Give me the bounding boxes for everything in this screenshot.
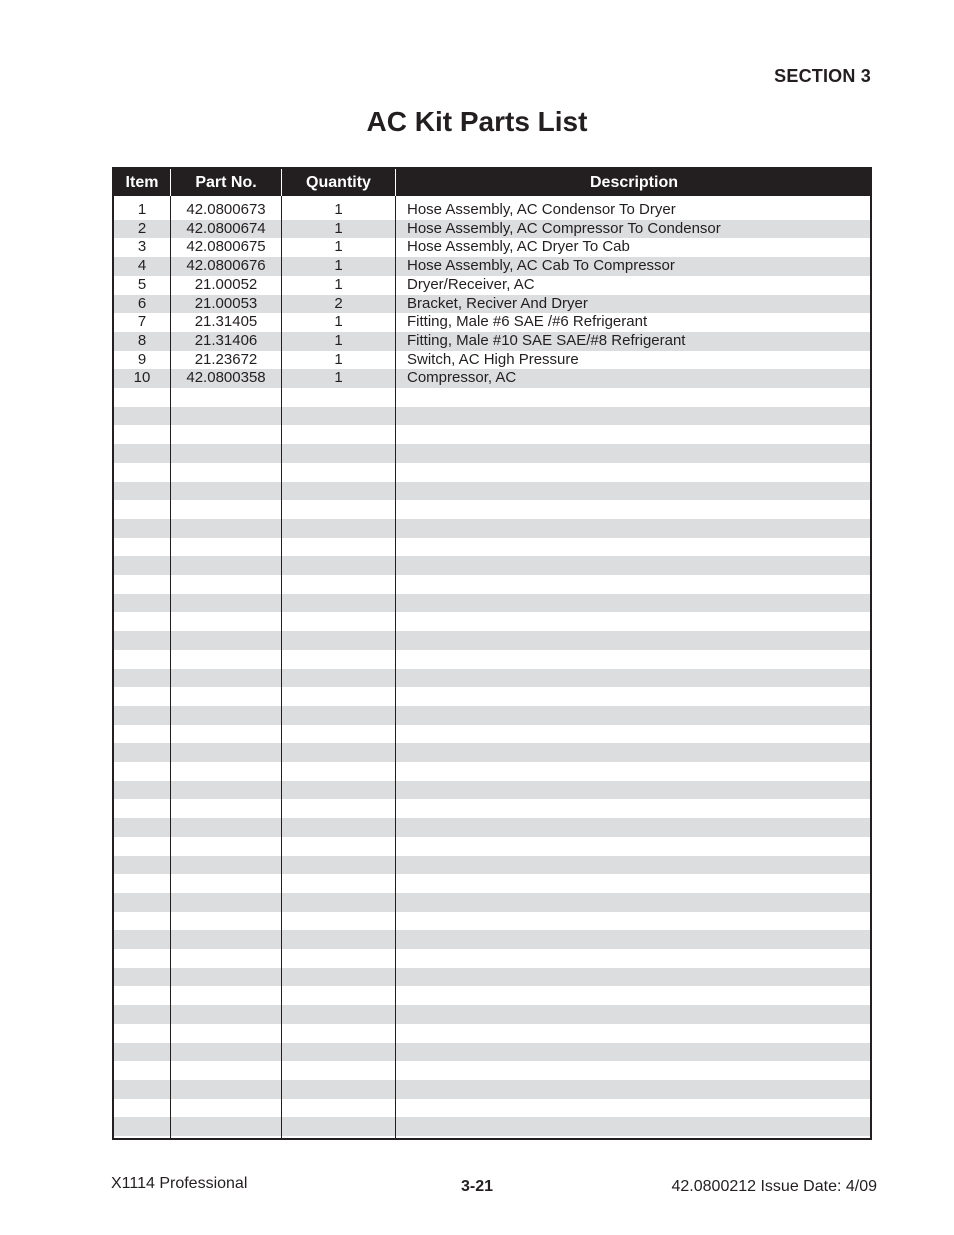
blank-row xyxy=(114,407,870,426)
cell-part-no: 21.31406 xyxy=(194,331,258,349)
cell-quantity: 1 xyxy=(334,219,343,237)
cell-description: Fitting, Male #6 SAE /#6 Refrigerant xyxy=(407,313,648,331)
blank-row xyxy=(114,425,870,444)
header-divider xyxy=(395,169,396,196)
blank-row xyxy=(114,556,870,575)
page-title: AC Kit Parts List xyxy=(366,106,588,137)
blank-row xyxy=(114,575,870,594)
table-row xyxy=(114,313,870,332)
blank-row xyxy=(114,1043,870,1062)
blank-row xyxy=(114,818,870,837)
cell-quantity: 1 xyxy=(334,313,343,331)
cell-description: Fitting, Male #10 SAE SAE/#8 Refrigerant xyxy=(407,331,686,349)
table-row xyxy=(114,276,870,295)
column-header-item: Item xyxy=(125,174,159,191)
cell-quantity: 2 xyxy=(334,294,343,312)
blank-row xyxy=(114,650,870,669)
column-header-description: Description xyxy=(589,174,678,191)
table-row xyxy=(114,351,870,370)
blank-row xyxy=(114,388,870,407)
cell-part-no: 21.31405 xyxy=(194,313,258,331)
table-row xyxy=(114,257,870,276)
cell-description: Hose Assembly, AC Compressor To Condensor xyxy=(407,219,721,237)
table-header xyxy=(114,169,870,196)
blank-row xyxy=(114,463,870,482)
cell-quantity: 1 xyxy=(334,201,343,218)
cell-item: 1 xyxy=(137,201,147,218)
blank-row xyxy=(114,912,870,931)
cell-quantity: 1 xyxy=(334,257,343,275)
blank-row xyxy=(114,949,870,968)
blank-row xyxy=(114,669,870,688)
cell-part-no: 21.00053 xyxy=(194,294,258,312)
cell-part-no: 21.23672 xyxy=(194,350,258,368)
blank-row xyxy=(114,930,870,949)
table-row xyxy=(114,238,870,257)
column-divider xyxy=(395,196,396,1138)
blank-row xyxy=(114,538,870,557)
header-divider xyxy=(281,169,282,196)
cell-description: Hose Assembly, AC Cab To Compressor xyxy=(407,257,675,275)
blank-row xyxy=(114,762,870,781)
blank-row xyxy=(114,1024,870,1043)
blank-row xyxy=(114,687,870,706)
column-header-part-no: Part No. xyxy=(195,174,257,191)
cell-quantity: 1 xyxy=(334,238,343,256)
blank-row xyxy=(114,1080,870,1099)
blank-row xyxy=(114,781,870,800)
header-divider xyxy=(170,169,171,196)
table-row xyxy=(114,201,870,220)
cell-description: Compressor, AC xyxy=(407,369,517,387)
blank-row xyxy=(114,968,870,987)
cell-description: Dryer/Receiver, AC xyxy=(407,275,535,293)
blank-row xyxy=(114,837,870,856)
cell-item: 4 xyxy=(137,257,147,275)
blank-row xyxy=(114,1117,870,1136)
parts-table xyxy=(112,167,872,1140)
blank-row xyxy=(114,1005,870,1024)
blank-row xyxy=(114,986,870,1005)
blank-row xyxy=(114,706,870,725)
table-body xyxy=(114,196,870,1138)
cell-item: 9 xyxy=(137,350,147,368)
cell-part-no: 42.0800673 xyxy=(186,201,266,218)
cell-quantity: 1 xyxy=(334,331,343,349)
cell-description: Hose Assembly, AC Condensor To Dryer xyxy=(407,201,676,218)
blank-row xyxy=(114,725,870,744)
column-header-quantity: Quantity xyxy=(306,174,371,191)
table-row xyxy=(114,295,870,314)
footer-doc-info: 42.0800212 Issue Date: 4/09 xyxy=(671,1178,877,1195)
cell-part-no: 21.00052 xyxy=(194,275,258,293)
column-divider xyxy=(170,196,171,1138)
cell-item: 3 xyxy=(137,238,147,256)
cell-item: 10 xyxy=(133,369,151,387)
cell-description: Switch, AC High Pressure xyxy=(407,350,579,368)
cell-quantity: 1 xyxy=(334,275,343,293)
cell-item: 5 xyxy=(137,275,147,293)
blank-row xyxy=(114,856,870,875)
blank-row xyxy=(114,631,870,650)
blank-row xyxy=(114,893,870,912)
blank-row xyxy=(114,594,870,613)
cell-part-no: 42.0800675 xyxy=(186,238,266,256)
blank-row xyxy=(114,1099,870,1118)
table-row xyxy=(114,220,870,239)
cell-item: 7 xyxy=(137,313,147,331)
blank-row xyxy=(114,500,870,519)
blank-row xyxy=(114,743,870,762)
blank-row xyxy=(114,612,870,631)
cell-part-no: 42.0800674 xyxy=(186,219,266,237)
blank-row xyxy=(114,444,870,463)
cell-item: 2 xyxy=(137,219,147,237)
section-label: SECTION 3 xyxy=(774,66,871,86)
cell-quantity: 1 xyxy=(334,369,343,387)
cell-item: 6 xyxy=(137,294,147,312)
cell-quantity: 1 xyxy=(334,350,343,368)
blank-row xyxy=(114,482,870,501)
cell-description: Hose Assembly, AC Dryer To Cab xyxy=(407,238,630,256)
footer-product: X1114 Professional xyxy=(111,1175,248,1192)
cell-part-no: 42.0800358 xyxy=(186,369,266,387)
blank-row xyxy=(114,799,870,818)
blank-row xyxy=(114,1061,870,1080)
cell-description: Bracket, Reciver And Dryer xyxy=(407,294,588,312)
blank-row xyxy=(114,519,870,538)
table-row xyxy=(114,369,870,388)
column-divider xyxy=(281,196,282,1138)
table-row xyxy=(114,332,870,351)
blank-row xyxy=(114,874,870,893)
cell-part-no: 42.0800676 xyxy=(186,257,266,275)
cell-item: 8 xyxy=(137,331,147,349)
footer-page-number: 3-21 xyxy=(460,1178,494,1195)
